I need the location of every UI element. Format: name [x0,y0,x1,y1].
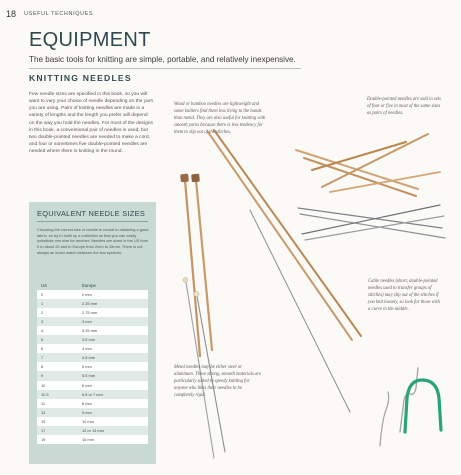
table-cell-us: 10 [41,382,46,388]
table-cell-europe: 6.5 or 7 mm [82,391,103,397]
table-cell-us: 11 [41,400,46,406]
caption-metal-needles: Metal needles may be either steel or aluminum. These strong, smooth materials are particularly suited to speedy knitting for anyone who likes their needles to be completely rigid. [174,365,262,398]
table-cell-us: 9 [41,373,44,379]
table-header-us: US [41,283,47,289]
table-row [37,344,148,353]
table-row [37,317,148,326]
table-row [37,399,148,408]
table-cell-us: 0 [41,292,44,298]
table-row [37,417,148,426]
intro-text: The basic tools for knitting are simple, portable, and relatively inexpensive. [29,55,296,64]
panel-divider [37,221,148,222]
page-title: EQUIPMENT [29,29,151,51]
metal-long-needle [250,210,350,412]
table-cell-europe: 4 mm [82,346,92,352]
double-pointed-metal-set [298,205,445,240]
panel-text: Choosing the correct size of needle is crucial to obtaining a good fabric, so try to build up a collection so that you can easily substitute one size for another. Needles are sized in the US from 0 to about 20 and in Europe from 2mm to 15mm. There is not always an exact match between the two systems. [37,227,149,255]
table-row [37,353,148,362]
table-cell-europe: 15 mm [82,436,94,442]
table-row [37,308,148,317]
needle-sizes-panel [29,202,156,464]
running-head: USEFUL TECHNIQUES [24,11,94,17]
table-row [37,435,148,444]
table-cell-europe: 3 mm [82,319,92,325]
needle-size-table [37,281,148,444]
table-cell-us: 3 [41,319,44,325]
cable-needles [380,368,441,446]
table-cell-us: 1 [41,301,44,307]
caption-double-pointed-needles: Double-pointed needles are sold in sets of four or five in most of the same sizes as pairs of needles. [367,97,441,116]
table-cell-us: 17 [41,427,46,433]
table-row [37,326,148,335]
section-divider [29,68,301,69]
table-cell-europe: 2.75 mm [82,310,98,316]
table-cell-europe: 12 or 13 mm [82,427,104,433]
table-cell-europe: 10 mm [82,418,94,424]
table-cell-us: 15 [41,418,46,424]
table-cell-europe: 6 mm [82,382,92,388]
table-row [37,290,148,299]
table-cell-europe: 3.5 mm [82,337,95,343]
table-row [37,362,148,371]
table-row [37,390,148,399]
caption-cable-needles: Cable needles (short, double-pointed needles used to transfer groups of stitches) may slip out of the stitches if you knit loosely, so look for those with a curve in the middle. [368,279,440,312]
table-row [37,299,148,308]
table-cell-europe: 8 mm [82,400,92,406]
caption-wood-needles: Wood or bamboo needles are lightweight and some knitters find them less tiring to the hands than metal. They are also useful for knitting with smooth yarns because there is less tendency for them to slip out of the stitches. [174,102,266,135]
table-header-row [37,281,148,290]
table-cell-europe: 5.5 mm [82,373,95,379]
bamboo-needle-pair [180,174,212,356]
table-row [37,335,148,344]
table-cell-us: 19 [41,436,46,442]
table-cell-us: 4 [41,328,44,334]
table-cell-us: 7 [41,355,44,361]
table-cell-europe: 3.25 mm [82,328,98,334]
table-header-europe: Europe [82,283,96,289]
table-cell-us: 10.5 [41,391,49,397]
table-cell-us: 8 [41,364,44,370]
table-row [37,426,148,435]
body-text: Few needle sizes are specified in this book, so you will want to vary your choice of needle depending on the yarn you are using. Pairs of knitting needles are made in a variety of lengths and the length you prefer will depend on the way you hold the needles. For most of the designs in this book, a conventional pair of needles is used, but two double-pointed needles are needed to make a cord, and four or sometimes five double-pointed needles are needed where there is knitting in the round. [29,92,154,155]
table-cell-us: 6 [41,346,44,352]
table-cell-us: 5 [41,337,44,343]
table-row [37,371,148,380]
table-cell-europe: 4.5 mm [82,355,95,361]
table-cell-europe: 2.25 mm [82,301,98,307]
table-cell-europe: 2 mm [82,292,92,298]
table-cell-us: 13 [41,409,46,415]
panel-title: EQUIVALENT NEEDLE SIZES [37,209,146,218]
double-pointed-bamboo-set [296,134,440,196]
table-row [37,408,148,417]
table-cell-us: 2 [41,310,44,316]
section-heading: KNITTING NEEDLES [29,73,132,83]
table-cell-europe: 5 mm [82,364,92,370]
table-cell-europe: 9 mm [82,409,92,415]
page-number: 18 [6,9,17,19]
table-row [37,381,148,390]
